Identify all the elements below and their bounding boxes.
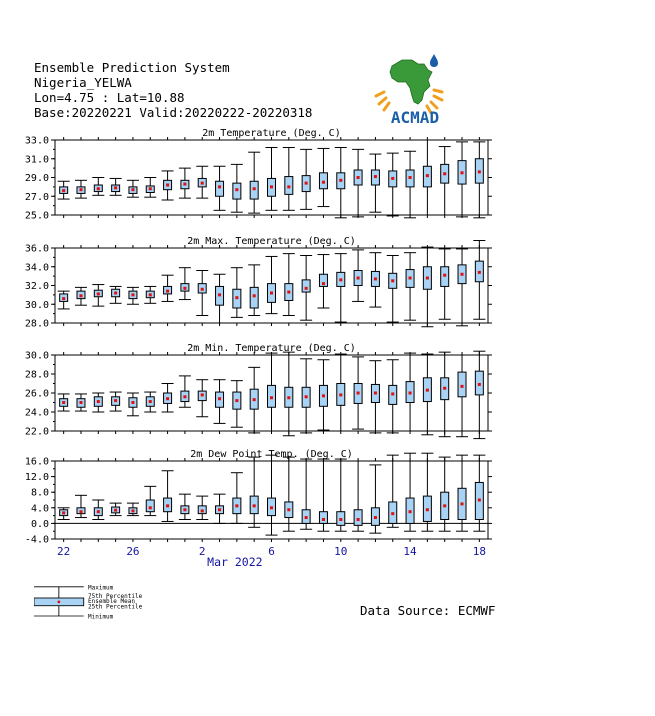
day-box-group xyxy=(456,142,468,217)
mean-marker xyxy=(79,510,82,513)
mean-marker xyxy=(201,509,204,512)
day-box-group xyxy=(92,393,104,412)
y-tick-label: 22.0 xyxy=(24,426,49,438)
day-box-group xyxy=(317,148,329,206)
y-tick-label: 30.0 xyxy=(24,299,49,311)
day-box-group xyxy=(369,154,381,212)
system-title: Ensemble Prediction System xyxy=(34,60,230,75)
day-box-group xyxy=(162,275,174,301)
y-tick-label: 24.0 xyxy=(24,407,49,419)
day-box-group xyxy=(248,457,260,527)
y-tick-label: 28.0 xyxy=(24,318,49,330)
day-box-group xyxy=(179,268,191,300)
day-box-group xyxy=(300,256,312,321)
day-box-group xyxy=(352,250,364,302)
day-box-group xyxy=(473,142,485,218)
y-tick-label: 8.0 xyxy=(30,487,49,499)
iqr-box xyxy=(250,287,258,308)
mean-marker xyxy=(426,389,429,392)
day-box-group xyxy=(144,486,156,515)
mean-marker xyxy=(287,508,290,511)
y-tick-label: 32.0 xyxy=(24,281,49,292)
mean-marker xyxy=(322,181,325,184)
iqr-box xyxy=(216,181,224,196)
mean-marker xyxy=(409,392,412,395)
mean-marker xyxy=(478,499,481,502)
day-box-group xyxy=(369,361,381,433)
day-box-group xyxy=(335,354,347,431)
mean-marker xyxy=(391,392,394,395)
day-box-group xyxy=(266,353,278,431)
y-tick-label: 0.0 xyxy=(30,518,49,530)
mean-marker xyxy=(478,383,481,386)
mean-marker xyxy=(391,512,394,515)
mean-marker xyxy=(235,188,238,191)
mean-marker xyxy=(322,518,325,521)
y-tick-label: 26.0 xyxy=(24,388,49,400)
mean-marker xyxy=(305,287,308,290)
day-box-group xyxy=(300,149,312,209)
y-tick-label: 16.0 xyxy=(24,456,49,468)
mean-marker xyxy=(322,394,325,397)
day-box-group xyxy=(335,148,347,218)
day-box-group xyxy=(110,178,122,195)
mean-marker xyxy=(339,393,342,396)
data-source: Data Source: ECMWF xyxy=(360,603,496,618)
mean-marker xyxy=(391,177,394,180)
mean-marker xyxy=(443,387,446,390)
mean-marker xyxy=(461,273,464,276)
y-tick-label: 25.0 xyxy=(24,210,49,222)
y-tick-label: 27.0 xyxy=(24,191,49,203)
mean-marker xyxy=(478,170,481,173)
day-box-group xyxy=(352,357,364,429)
x-tick-label: 10 xyxy=(334,545,348,558)
y-tick-label: 36.0 xyxy=(24,243,49,255)
panel-title: 2m Max. Temperature (Deg. C) xyxy=(187,236,356,247)
day-box-group xyxy=(352,149,364,217)
mean-marker xyxy=(461,385,464,388)
day-box-group xyxy=(214,274,226,323)
mean-marker xyxy=(149,400,152,403)
legend-max-label: Maximum xyxy=(88,584,114,592)
mean-marker xyxy=(339,518,342,521)
mean-marker xyxy=(79,401,82,404)
day-box-group xyxy=(266,148,278,211)
day-box-group xyxy=(127,503,139,515)
chart-panel-1 xyxy=(25,128,492,222)
mean-marker xyxy=(235,296,238,299)
mean-marker xyxy=(183,508,186,511)
mean-marker xyxy=(426,277,429,280)
mean-marker xyxy=(270,396,273,399)
mean-marker xyxy=(253,504,256,507)
mean-marker xyxy=(131,509,134,512)
mean-marker xyxy=(443,504,446,507)
mean-marker xyxy=(374,175,377,178)
day-box-group xyxy=(110,503,122,515)
day-box-group xyxy=(110,392,122,411)
mean-marker xyxy=(409,510,412,513)
y-tick-label: 30.0 xyxy=(24,350,49,362)
day-box-group xyxy=(75,495,87,517)
mean-marker xyxy=(357,392,360,395)
legend-min-label: Minimum xyxy=(88,613,114,621)
iqr-box xyxy=(302,280,310,292)
day-box-group xyxy=(179,376,191,407)
mean-marker xyxy=(322,282,325,285)
mean-marker xyxy=(461,171,464,174)
day-box-group xyxy=(421,247,433,327)
day-box-group xyxy=(404,353,416,431)
x-tick-label: 18 xyxy=(472,545,486,558)
mean-marker xyxy=(409,176,412,179)
y-tick-label: -4.0 xyxy=(24,534,49,546)
mean-marker xyxy=(218,293,221,296)
day-box-group xyxy=(75,394,87,411)
day-box-group xyxy=(127,180,139,197)
day-box-group xyxy=(75,180,87,198)
mean-marker xyxy=(287,185,290,188)
mean-marker xyxy=(114,509,117,512)
day-box-group xyxy=(196,380,208,417)
day-box-group xyxy=(369,465,381,533)
day-box-group xyxy=(439,352,451,437)
day-box-group xyxy=(179,494,191,519)
mean-marker xyxy=(339,278,342,281)
mean-marker xyxy=(183,287,186,290)
day-box-group xyxy=(317,459,329,531)
mean-marker xyxy=(305,395,308,398)
mean-marker xyxy=(62,511,65,514)
iqr-box xyxy=(458,372,466,397)
day-box-group xyxy=(196,166,208,198)
day-box-group xyxy=(75,287,87,305)
day-box-group xyxy=(335,254,347,322)
day-box-group xyxy=(214,494,226,523)
mean-marker xyxy=(183,183,186,186)
mean-marker xyxy=(201,288,204,291)
day-box-group xyxy=(335,459,347,531)
y-tick-label: 28.0 xyxy=(24,369,49,381)
day-box-group xyxy=(387,153,399,216)
mean-marker xyxy=(235,504,238,507)
mean-marker xyxy=(287,396,290,399)
mean-marker xyxy=(201,393,204,396)
day-box-group xyxy=(58,181,70,199)
mean-marker xyxy=(79,294,82,297)
mean-marker xyxy=(131,401,134,404)
panel-title: 2m Dew Point Temp. (Deg. C) xyxy=(190,449,353,460)
day-box-group xyxy=(179,168,191,198)
mean-marker xyxy=(62,297,65,300)
mean-marker xyxy=(253,398,256,401)
day-box-group xyxy=(421,354,433,435)
mean-marker xyxy=(443,172,446,175)
mean-marker xyxy=(357,176,360,179)
x-tick-label: 6 xyxy=(268,545,275,558)
day-box-group xyxy=(317,360,329,430)
day-box-group xyxy=(214,380,226,424)
mean-marker xyxy=(235,399,238,402)
x-tick-label: 2 xyxy=(198,545,206,558)
day-box-group xyxy=(248,152,260,213)
mean-marker xyxy=(218,397,221,400)
chart-panel-3 xyxy=(25,343,492,439)
day-box-group xyxy=(456,455,468,531)
mean-marker xyxy=(357,518,360,521)
mean-marker xyxy=(149,293,152,296)
mean-marker xyxy=(478,271,481,274)
day-box-group xyxy=(248,265,260,316)
x-tick-label: 22 xyxy=(57,545,71,558)
mean-marker xyxy=(62,189,65,192)
mean-marker xyxy=(253,187,256,190)
day-box-group xyxy=(162,171,174,200)
mean-marker xyxy=(374,277,377,280)
y-tick-label: 29.0 xyxy=(24,173,49,184)
day-box-group xyxy=(144,392,156,412)
mean-marker xyxy=(114,292,117,295)
mean-marker xyxy=(426,508,429,511)
x-tick-label: 14 xyxy=(403,545,417,558)
mean-marker xyxy=(131,188,134,191)
day-box-group xyxy=(231,473,243,524)
day-box-group xyxy=(283,148,295,211)
mean-marker xyxy=(374,516,377,519)
day-box-group xyxy=(387,360,399,433)
panel-title: 2m Min. Temperature (Deg. C) xyxy=(187,343,356,354)
day-box-group xyxy=(439,457,451,531)
day-box-group xyxy=(369,253,381,307)
mean-marker xyxy=(114,186,117,189)
legend-p75-label: 75th Percentile xyxy=(88,593,143,600)
day-box-group xyxy=(283,352,295,436)
day-box-group xyxy=(144,286,156,303)
y-tick-label: 34.0 xyxy=(24,262,49,274)
day-box-group xyxy=(439,249,451,319)
day-box-group xyxy=(231,164,243,212)
mean-marker xyxy=(305,182,308,185)
day-box-group xyxy=(92,178,104,196)
iqr-box xyxy=(146,500,154,512)
day-box-group xyxy=(127,393,139,416)
day-box-group xyxy=(404,453,416,531)
legend-mean-label: Ensemble Mean xyxy=(88,598,135,606)
y-tick-label: 31.0 xyxy=(24,154,49,166)
mean-marker xyxy=(443,274,446,277)
mean-marker xyxy=(79,188,82,191)
mean-marker xyxy=(149,506,152,509)
day-box-group xyxy=(231,268,243,318)
day-box-group xyxy=(92,285,104,307)
day-box-group xyxy=(439,147,451,215)
chart-panel-2 xyxy=(25,236,492,330)
day-box-group xyxy=(473,351,485,438)
mean-marker xyxy=(97,400,100,403)
mean-marker xyxy=(201,182,204,185)
day-box-group xyxy=(387,455,399,527)
day-box-group xyxy=(231,381,243,428)
x-tick-label: 26 xyxy=(126,545,140,558)
mean-marker xyxy=(97,292,100,295)
day-box-group xyxy=(421,140,433,215)
legend-p25-label: 25th Percentile xyxy=(88,603,143,611)
mean-marker xyxy=(218,185,221,188)
mean-marker xyxy=(131,293,134,296)
day-box-group xyxy=(283,254,295,316)
day-box-group xyxy=(404,151,416,218)
day-box-group xyxy=(300,359,312,433)
mean-marker xyxy=(166,184,169,187)
mean-marker xyxy=(114,399,117,402)
mean-marker xyxy=(62,401,65,404)
iqr-box xyxy=(319,512,327,524)
y-tick-label: 33.0 xyxy=(24,135,49,147)
y-tick-label: 12.0 xyxy=(24,472,49,484)
legend-mean-marker xyxy=(57,600,60,603)
day-box-group xyxy=(92,500,104,520)
mean-marker xyxy=(357,277,360,280)
mean-marker xyxy=(270,292,273,295)
mean-marker xyxy=(166,290,169,293)
station-coordinates: Lon=4.75 : Lat=10.88 xyxy=(34,90,185,105)
day-box-group xyxy=(127,287,139,304)
day-box-group xyxy=(58,394,70,411)
day-box-group xyxy=(421,453,433,531)
station-name: Nigeria_YELWA xyxy=(34,75,132,90)
mean-marker xyxy=(166,504,169,507)
mean-marker xyxy=(426,174,429,177)
day-box-group xyxy=(283,457,295,531)
mean-marker xyxy=(305,516,308,519)
chart-panel-4 xyxy=(25,449,492,569)
day-box-group xyxy=(110,286,122,303)
day-box-group xyxy=(352,461,364,531)
mean-marker xyxy=(461,502,464,505)
mean-marker xyxy=(183,395,186,398)
mean-marker xyxy=(97,187,100,190)
y-tick-label: 4.0 xyxy=(30,503,49,515)
day-box-group xyxy=(456,249,468,326)
mean-marker xyxy=(287,291,290,294)
mean-marker xyxy=(149,187,152,190)
day-box-group xyxy=(317,255,329,308)
day-box-group xyxy=(473,455,485,531)
mean-marker xyxy=(97,510,100,513)
iqr-box xyxy=(354,510,362,526)
mean-marker xyxy=(339,179,342,182)
legend xyxy=(34,582,154,626)
day-box-group xyxy=(58,291,70,309)
day-box-group xyxy=(162,471,174,522)
mean-marker xyxy=(166,397,169,400)
day-box-group xyxy=(300,459,312,529)
day-box-group xyxy=(144,178,156,198)
day-box-group xyxy=(214,166,226,210)
mean-marker xyxy=(391,279,394,282)
month-label: Mar 2022 xyxy=(207,555,263,569)
mean-marker xyxy=(270,185,273,188)
mean-marker xyxy=(270,506,273,509)
day-box-group xyxy=(196,496,208,519)
mean-marker xyxy=(253,294,256,297)
mean-marker xyxy=(218,508,221,511)
day-box-group xyxy=(162,384,174,413)
day-box-group xyxy=(58,508,70,520)
acmad-logo-text: ACMAD xyxy=(390,108,440,126)
day-box-group xyxy=(266,256,278,313)
day-box-group xyxy=(248,367,260,433)
day-box-group xyxy=(456,355,468,437)
mean-marker xyxy=(409,277,412,280)
day-box-group xyxy=(387,256,399,323)
day-box-group xyxy=(473,241,485,320)
day-box-group xyxy=(196,271,208,316)
day-box-group xyxy=(404,253,416,321)
base-valid-dates: Base:20220221 Valid:20220222-20220318 xyxy=(34,105,313,120)
mean-marker xyxy=(374,392,377,395)
panel-title: 2m Temperature (Deg. C) xyxy=(202,128,341,139)
